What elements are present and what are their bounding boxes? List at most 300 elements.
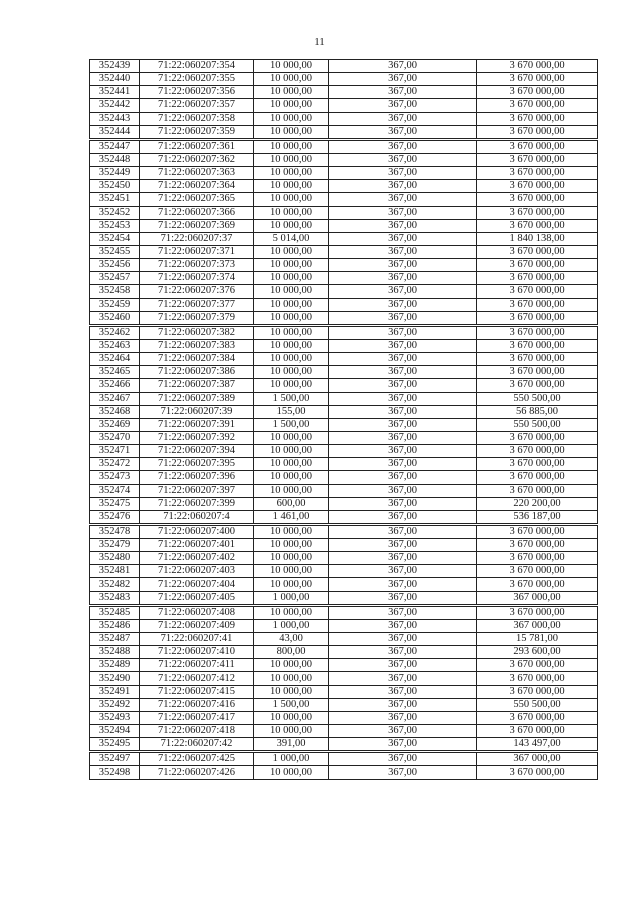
cell-rate: 367,00 xyxy=(329,206,477,219)
cell-area: 10 000,00 xyxy=(254,565,329,578)
cell-rate: 367,00 xyxy=(329,99,477,112)
cell-id: 352482 xyxy=(90,578,140,591)
cell-id: 352498 xyxy=(90,766,140,779)
cell-cadastral-number: 71:22:060207:400 xyxy=(140,524,254,538)
table-row xyxy=(90,471,598,484)
cell-area: 10 000,00 xyxy=(254,766,329,779)
cell-id: 352464 xyxy=(90,353,140,366)
cell-rate: 367,00 xyxy=(329,418,477,431)
cell-area: 1 000,00 xyxy=(254,591,329,605)
table-row xyxy=(90,392,598,405)
table-row xyxy=(90,552,598,565)
cell-cadastral-number: 71:22:060207:366 xyxy=(140,206,254,219)
table-row xyxy=(90,232,598,245)
cell-cadastral-number: 71:22:060207:411 xyxy=(140,659,254,672)
table-row xyxy=(90,311,598,325)
cell-id: 352488 xyxy=(90,646,140,659)
cell-area: 1 000,00 xyxy=(254,619,329,632)
cell-cadastral-number: 71:22:060207:354 xyxy=(140,60,254,73)
cell-cadastral-value: 3 670 000,00 xyxy=(477,539,598,552)
cell-cadastral-number: 71:22:060207:376 xyxy=(140,285,254,298)
table-row xyxy=(90,339,598,352)
table-row xyxy=(90,565,598,578)
cell-id: 352468 xyxy=(90,405,140,418)
cell-rate: 367,00 xyxy=(329,86,477,99)
table-row xyxy=(90,659,598,672)
cell-rate: 367,00 xyxy=(329,232,477,245)
cell-cadastral-value: 220 200,00 xyxy=(477,497,598,510)
cell-cadastral-value: 3 670 000,00 xyxy=(477,565,598,578)
cell-cadastral-number: 71:22:060207:363 xyxy=(140,167,254,180)
cell-area: 10 000,00 xyxy=(254,539,329,552)
cell-cadastral-number: 71:22:060207:396 xyxy=(140,471,254,484)
table-row xyxy=(90,484,598,497)
cell-area: 10 000,00 xyxy=(254,578,329,591)
cell-cadastral-value: 3 670 000,00 xyxy=(477,685,598,698)
cell-rate: 367,00 xyxy=(329,539,477,552)
cell-id: 352450 xyxy=(90,180,140,193)
table-row xyxy=(90,738,598,752)
cell-id: 352493 xyxy=(90,711,140,724)
cell-area: 155,00 xyxy=(254,405,329,418)
cell-id: 352485 xyxy=(90,605,140,619)
cell-id: 352486 xyxy=(90,619,140,632)
table-row xyxy=(90,445,598,458)
cell-cadastral-number: 71:22:060207:387 xyxy=(140,379,254,392)
cell-cadastral-value: 3 670 000,00 xyxy=(477,353,598,366)
cell-rate: 367,00 xyxy=(329,125,477,139)
cell-id: 352497 xyxy=(90,752,140,766)
cell-cadastral-value: 3 670 000,00 xyxy=(477,484,598,497)
cell-id: 352451 xyxy=(90,193,140,206)
cell-cadastral-number: 71:22:060207:395 xyxy=(140,458,254,471)
cell-cadastral-number: 71:22:060207:39 xyxy=(140,405,254,418)
cell-rate: 367,00 xyxy=(329,392,477,405)
cell-cadastral-number: 71:22:060207:405 xyxy=(140,591,254,605)
cell-rate: 367,00 xyxy=(329,659,477,672)
cell-id: 352442 xyxy=(90,99,140,112)
table-row xyxy=(90,366,598,379)
table-row xyxy=(90,206,598,219)
table-row xyxy=(90,711,598,724)
cell-rate: 367,00 xyxy=(329,339,477,352)
cell-rate: 367,00 xyxy=(329,738,477,752)
cell-cadastral-value: 550 500,00 xyxy=(477,698,598,711)
table-row xyxy=(90,139,598,153)
cell-id: 352458 xyxy=(90,285,140,298)
table-row xyxy=(90,752,598,766)
table-row xyxy=(90,325,598,339)
cell-cadastral-number: 71:22:060207:392 xyxy=(140,431,254,444)
table-row xyxy=(90,418,598,431)
cell-id: 352449 xyxy=(90,167,140,180)
cell-cadastral-number: 71:22:060207:403 xyxy=(140,565,254,578)
cell-cadastral-number: 71:22:060207:425 xyxy=(140,752,254,766)
cell-rate: 367,00 xyxy=(329,180,477,193)
cell-cadastral-number: 71:22:060207:399 xyxy=(140,497,254,510)
cell-cadastral-value: 3 670 000,00 xyxy=(477,366,598,379)
cell-cadastral-number: 71:22:060207:415 xyxy=(140,685,254,698)
cell-area: 10 000,00 xyxy=(254,167,329,180)
cell-rate: 367,00 xyxy=(329,245,477,258)
cell-id: 352473 xyxy=(90,471,140,484)
table-row xyxy=(90,73,598,86)
cell-id: 352439 xyxy=(90,60,140,73)
cell-rate: 367,00 xyxy=(329,73,477,86)
cell-cadastral-number: 71:22:060207:404 xyxy=(140,578,254,591)
cell-area: 10 000,00 xyxy=(254,325,329,339)
cell-cadastral-value: 3 670 000,00 xyxy=(477,245,598,258)
cell-cadastral-number: 71:22:060207:358 xyxy=(140,112,254,125)
cell-rate: 367,00 xyxy=(329,112,477,125)
cell-rate: 367,00 xyxy=(329,619,477,632)
table-row xyxy=(90,646,598,659)
table-row xyxy=(90,458,598,471)
cell-cadastral-value: 3 670 000,00 xyxy=(477,458,598,471)
cell-id: 352467 xyxy=(90,392,140,405)
cell-cadastral-number: 71:22:060207:382 xyxy=(140,325,254,339)
cadastral-value-table xyxy=(89,59,598,780)
cell-id: 352471 xyxy=(90,445,140,458)
cell-rate: 367,00 xyxy=(329,272,477,285)
cell-rate: 367,00 xyxy=(329,711,477,724)
cell-cadastral-number: 71:22:060207:361 xyxy=(140,139,254,153)
cell-id: 352490 xyxy=(90,672,140,685)
cell-cadastral-number: 71:22:060207:371 xyxy=(140,245,254,258)
cell-cadastral-value: 3 670 000,00 xyxy=(477,431,598,444)
cell-rate: 367,00 xyxy=(329,484,477,497)
page-number: 11 xyxy=(314,36,325,48)
cell-rate: 367,00 xyxy=(329,431,477,444)
cell-rate: 367,00 xyxy=(329,167,477,180)
cell-area: 10 000,00 xyxy=(254,272,329,285)
cell-id: 352459 xyxy=(90,298,140,311)
table-row xyxy=(90,353,598,366)
cell-rate: 367,00 xyxy=(329,311,477,325)
table-row xyxy=(90,153,598,166)
cell-area: 10 000,00 xyxy=(254,125,329,139)
cell-area: 43,00 xyxy=(254,633,329,646)
cell-cadastral-value: 3 670 000,00 xyxy=(477,298,598,311)
cell-cadastral-value: 3 670 000,00 xyxy=(477,73,598,86)
cell-cadastral-number: 71:22:060207:374 xyxy=(140,272,254,285)
cell-cadastral-value: 367 000,00 xyxy=(477,619,598,632)
cell-area: 10 000,00 xyxy=(254,725,329,738)
cell-cadastral-value: 3 670 000,00 xyxy=(477,60,598,73)
cell-cadastral-number: 71:22:060207:416 xyxy=(140,698,254,711)
cell-id: 352472 xyxy=(90,458,140,471)
table-row xyxy=(90,685,598,698)
cell-cadastral-value: 3 670 000,00 xyxy=(477,285,598,298)
cell-rate: 367,00 xyxy=(329,153,477,166)
table-row xyxy=(90,180,598,193)
cell-id: 352479 xyxy=(90,539,140,552)
cell-rate: 367,00 xyxy=(329,285,477,298)
cell-cadastral-value: 3 670 000,00 xyxy=(477,311,598,325)
cell-rate: 367,00 xyxy=(329,353,477,366)
cell-area: 600,00 xyxy=(254,497,329,510)
cell-area: 1 000,00 xyxy=(254,752,329,766)
cell-rate: 367,00 xyxy=(329,766,477,779)
cell-cadastral-number: 71:22:060207:402 xyxy=(140,552,254,565)
cell-id: 352447 xyxy=(90,139,140,153)
table-row xyxy=(90,193,598,206)
cell-cadastral-number: 71:22:060207:369 xyxy=(140,219,254,232)
table-row xyxy=(90,510,598,524)
cell-area: 10 000,00 xyxy=(254,219,329,232)
cell-rate: 367,00 xyxy=(329,685,477,698)
cell-rate: 367,00 xyxy=(329,752,477,766)
cell-rate: 367,00 xyxy=(329,219,477,232)
cell-rate: 367,00 xyxy=(329,379,477,392)
cell-rate: 367,00 xyxy=(329,646,477,659)
cell-cadastral-number: 71:22:060207:373 xyxy=(140,259,254,272)
cell-id: 352452 xyxy=(90,206,140,219)
cell-cadastral-number: 71:22:060207:394 xyxy=(140,445,254,458)
cell-area: 10 000,00 xyxy=(254,298,329,311)
table-row xyxy=(90,605,598,619)
cell-rate: 367,00 xyxy=(329,565,477,578)
cell-rate: 367,00 xyxy=(329,139,477,153)
cell-id: 352494 xyxy=(90,725,140,738)
cell-area: 10 000,00 xyxy=(254,366,329,379)
cell-cadastral-value: 3 670 000,00 xyxy=(477,219,598,232)
cell-cadastral-value: 293 600,00 xyxy=(477,646,598,659)
cell-cadastral-value: 3 670 000,00 xyxy=(477,99,598,112)
cell-area: 1 500,00 xyxy=(254,392,329,405)
cell-cadastral-value: 3 670 000,00 xyxy=(477,379,598,392)
cell-area: 10 000,00 xyxy=(254,193,329,206)
cell-cadastral-number: 71:22:060207:383 xyxy=(140,339,254,352)
cell-cadastral-value: 536 187,00 xyxy=(477,510,598,524)
cell-id: 352466 xyxy=(90,379,140,392)
cell-area: 10 000,00 xyxy=(254,685,329,698)
cell-id: 352492 xyxy=(90,698,140,711)
table-row xyxy=(90,497,598,510)
cell-area: 10 000,00 xyxy=(254,484,329,497)
cell-area: 10 000,00 xyxy=(254,605,329,619)
cell-area: 10 000,00 xyxy=(254,245,329,258)
cell-cadastral-number: 71:22:060207:37 xyxy=(140,232,254,245)
cell-cadastral-value: 550 500,00 xyxy=(477,418,598,431)
table-row xyxy=(90,698,598,711)
table-row xyxy=(90,245,598,258)
cell-area: 10 000,00 xyxy=(254,259,329,272)
cell-cadastral-number: 71:22:060207:377 xyxy=(140,298,254,311)
table-row xyxy=(90,766,598,779)
cell-rate: 367,00 xyxy=(329,497,477,510)
cell-area: 10 000,00 xyxy=(254,445,329,458)
cell-cadastral-value: 367 000,00 xyxy=(477,591,598,605)
cell-cadastral-number: 71:22:060207:389 xyxy=(140,392,254,405)
cell-area: 10 000,00 xyxy=(254,431,329,444)
cell-area: 10 000,00 xyxy=(254,471,329,484)
cell-cadastral-value: 3 670 000,00 xyxy=(477,552,598,565)
cell-id: 352440 xyxy=(90,73,140,86)
cell-rate: 367,00 xyxy=(329,366,477,379)
cell-rate: 367,00 xyxy=(329,325,477,339)
cell-rate: 367,00 xyxy=(329,510,477,524)
cell-cadastral-number: 71:22:060207:4 xyxy=(140,510,254,524)
cell-id: 352448 xyxy=(90,153,140,166)
table-row xyxy=(90,578,598,591)
cell-cadastral-value: 3 670 000,00 xyxy=(477,725,598,738)
cell-area: 10 000,00 xyxy=(254,311,329,325)
table-row xyxy=(90,298,598,311)
cell-area: 10 000,00 xyxy=(254,139,329,153)
cell-cadastral-number: 71:22:060207:42 xyxy=(140,738,254,752)
table-row xyxy=(90,405,598,418)
cell-rate: 367,00 xyxy=(329,445,477,458)
cell-cadastral-number: 71:22:060207:355 xyxy=(140,73,254,86)
table-row xyxy=(90,431,598,444)
table-row xyxy=(90,619,598,632)
cell-cadastral-value: 3 670 000,00 xyxy=(477,711,598,724)
cell-cadastral-number: 71:22:060207:41 xyxy=(140,633,254,646)
cell-area: 391,00 xyxy=(254,738,329,752)
cell-rate: 367,00 xyxy=(329,405,477,418)
table-row xyxy=(90,272,598,285)
cell-area: 10 000,00 xyxy=(254,86,329,99)
table-row xyxy=(90,99,598,112)
cell-area: 10 000,00 xyxy=(254,711,329,724)
cell-cadastral-value: 3 670 000,00 xyxy=(477,206,598,219)
cell-id: 352487 xyxy=(90,633,140,646)
cell-id: 352457 xyxy=(90,272,140,285)
cell-cadastral-number: 71:22:060207:357 xyxy=(140,99,254,112)
cell-cadastral-value: 3 670 000,00 xyxy=(477,605,598,619)
cell-cadastral-value: 3 670 000,00 xyxy=(477,167,598,180)
cell-cadastral-value: 3 670 000,00 xyxy=(477,524,598,538)
cell-rate: 367,00 xyxy=(329,698,477,711)
cell-id: 352470 xyxy=(90,431,140,444)
cell-cadastral-value: 3 670 000,00 xyxy=(477,471,598,484)
cell-area: 10 000,00 xyxy=(254,672,329,685)
cell-id: 352453 xyxy=(90,219,140,232)
cell-area: 10 000,00 xyxy=(254,206,329,219)
cell-cadastral-value: 367 000,00 xyxy=(477,752,598,766)
cell-rate: 367,00 xyxy=(329,578,477,591)
cell-cadastral-number: 71:22:060207:391 xyxy=(140,418,254,431)
cell-cadastral-number: 71:22:060207:386 xyxy=(140,366,254,379)
cell-area: 10 000,00 xyxy=(254,112,329,125)
table-row xyxy=(90,591,598,605)
cell-cadastral-value: 3 670 000,00 xyxy=(477,125,598,139)
cell-rate: 367,00 xyxy=(329,725,477,738)
cell-rate: 367,00 xyxy=(329,60,477,73)
cell-id: 352456 xyxy=(90,259,140,272)
cell-area: 10 000,00 xyxy=(254,99,329,112)
cell-cadastral-number: 71:22:060207:410 xyxy=(140,646,254,659)
cell-id: 352455 xyxy=(90,245,140,258)
cell-cadastral-value: 143 497,00 xyxy=(477,738,598,752)
cell-id: 352481 xyxy=(90,565,140,578)
cell-id: 352495 xyxy=(90,738,140,752)
cell-area: 800,00 xyxy=(254,646,329,659)
cell-area: 10 000,00 xyxy=(254,552,329,565)
cell-cadastral-value: 1 840 138,00 xyxy=(477,232,598,245)
table-row xyxy=(90,125,598,139)
cell-id: 352478 xyxy=(90,524,140,538)
cell-rate: 367,00 xyxy=(329,193,477,206)
cell-cadastral-value: 3 670 000,00 xyxy=(477,659,598,672)
table-row xyxy=(90,725,598,738)
cell-cadastral-value: 3 670 000,00 xyxy=(477,272,598,285)
cell-id: 352476 xyxy=(90,510,140,524)
cell-id: 352491 xyxy=(90,685,140,698)
cell-cadastral-number: 71:22:060207:359 xyxy=(140,125,254,139)
cell-cadastral-value: 3 670 000,00 xyxy=(477,578,598,591)
cell-id: 352480 xyxy=(90,552,140,565)
cell-id: 352474 xyxy=(90,484,140,497)
cell-rate: 367,00 xyxy=(329,633,477,646)
cell-area: 1 500,00 xyxy=(254,418,329,431)
cell-area: 10 000,00 xyxy=(254,60,329,73)
table-row xyxy=(90,672,598,685)
cell-area: 10 000,00 xyxy=(254,458,329,471)
cell-cadastral-number: 71:22:060207:418 xyxy=(140,725,254,738)
cell-cadastral-value: 3 670 000,00 xyxy=(477,339,598,352)
table-row xyxy=(90,167,598,180)
cell-area: 10 000,00 xyxy=(254,659,329,672)
cell-area: 10 000,00 xyxy=(254,285,329,298)
table-row xyxy=(90,379,598,392)
table-row xyxy=(90,539,598,552)
table-body xyxy=(90,60,598,780)
cell-cadastral-number: 71:22:060207:379 xyxy=(140,311,254,325)
cell-cadastral-number: 71:22:060207:409 xyxy=(140,619,254,632)
cell-cadastral-number: 71:22:060207:364 xyxy=(140,180,254,193)
cell-cadastral-number: 71:22:060207:408 xyxy=(140,605,254,619)
cell-rate: 367,00 xyxy=(329,259,477,272)
table-row xyxy=(90,219,598,232)
cell-id: 352469 xyxy=(90,418,140,431)
cell-area: 10 000,00 xyxy=(254,524,329,538)
table-row xyxy=(90,112,598,125)
cell-rate: 367,00 xyxy=(329,672,477,685)
cell-cadastral-number: 71:22:060207:417 xyxy=(140,711,254,724)
cell-cadastral-number: 71:22:060207:362 xyxy=(140,153,254,166)
cell-rate: 367,00 xyxy=(329,458,477,471)
cell-cadastral-value: 3 670 000,00 xyxy=(477,672,598,685)
cell-id: 352443 xyxy=(90,112,140,125)
cell-cadastral-value: 3 670 000,00 xyxy=(477,445,598,458)
cell-id: 352463 xyxy=(90,339,140,352)
cell-cadastral-number: 71:22:060207:397 xyxy=(140,484,254,497)
cell-area: 10 000,00 xyxy=(254,180,329,193)
cell-cadastral-value: 3 670 000,00 xyxy=(477,180,598,193)
cell-cadastral-value: 15 781,00 xyxy=(477,633,598,646)
cell-id: 352489 xyxy=(90,659,140,672)
cell-area: 10 000,00 xyxy=(254,353,329,366)
cell-area: 10 000,00 xyxy=(254,339,329,352)
cell-cadastral-value: 550 500,00 xyxy=(477,392,598,405)
cell-id: 352454 xyxy=(90,232,140,245)
cell-cadastral-value: 3 670 000,00 xyxy=(477,139,598,153)
cell-cadastral-value: 3 670 000,00 xyxy=(477,193,598,206)
cell-cadastral-value: 3 670 000,00 xyxy=(477,112,598,125)
cell-area: 10 000,00 xyxy=(254,379,329,392)
table-row xyxy=(90,259,598,272)
cell-id: 352465 xyxy=(90,366,140,379)
cell-rate: 367,00 xyxy=(329,552,477,565)
cell-cadastral-number: 71:22:060207:412 xyxy=(140,672,254,685)
cell-id: 352475 xyxy=(90,497,140,510)
table-row xyxy=(90,633,598,646)
cell-cadastral-value: 3 670 000,00 xyxy=(477,259,598,272)
cell-area: 1 461,00 xyxy=(254,510,329,524)
cell-cadastral-number: 71:22:060207:365 xyxy=(140,193,254,206)
